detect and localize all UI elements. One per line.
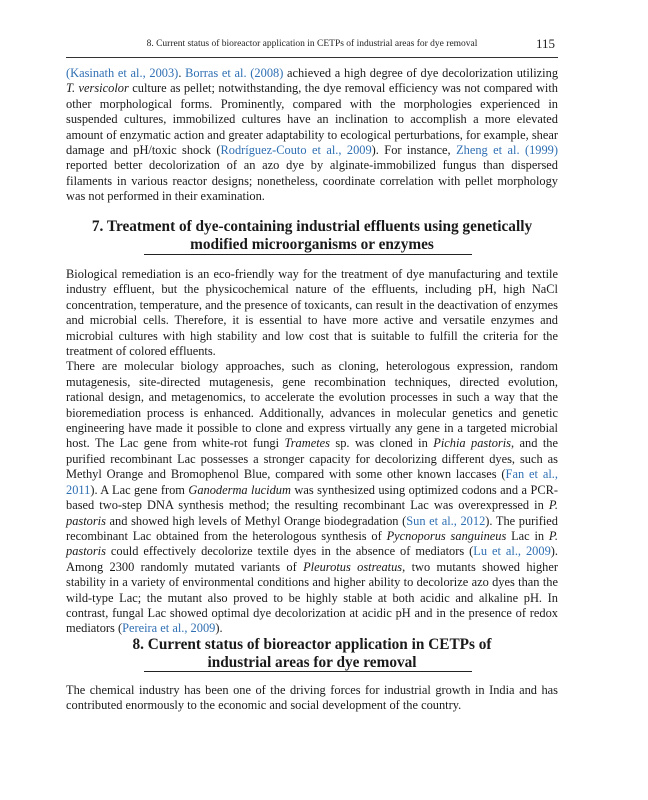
text-run: , and the purified recombinant Lac possesses a stronger capacity for decolorizing different dyes, such as Methyl Orange and Bromophenol Blue, compared with some other known laccases (: [66, 436, 558, 482]
page-number: 115: [535, 36, 555, 51]
body-text-section-8: [66, 683, 558, 714]
species-name: Pycnoporus sanguineus: [386, 528, 507, 543]
citation-link[interactable]: Sun et al., 2012: [406, 513, 486, 528]
paragraph-continuation: [66, 66, 558, 205]
text-run: reported better decolorization of an azo dye by alginate-immobilized fungus than dispersed filaments in various reactor designs; nonetheless, coordinate correlation with pellet morphology was not performed in their examination.: [66, 158, 558, 204]
section-heading-8: [66, 636, 558, 672]
citation-link[interactable]: Borras et al. (2008): [185, 66, 284, 80]
body-text-section-7: [66, 267, 558, 637]
heading-line: modified microorganisms or enzymes: [190, 236, 434, 253]
running-head: 8. Current status of bioreactor application in CETPs of industrial areas for dye removal: [146, 39, 478, 49]
paragraph: The chemical industry has been one of the driving forces for industrial growth in India and has contributed enormously to the economic and social development of the country.: [66, 683, 558, 713]
body-text-top: [66, 66, 558, 205]
species-name: Ganoderma lucidum: [188, 482, 291, 497]
citation-link[interactable]: Zheng et al. (1999): [456, 143, 558, 158]
section-heading-7: [66, 218, 558, 254]
header-rule: [66, 57, 558, 58]
citation-link[interactable]: Pereira et al., 2009: [122, 621, 216, 636]
citation-link[interactable]: Fan et al., 2011: [66, 467, 558, 497]
text-run: .: [178, 66, 186, 80]
text-run: ). Among 2300 randomly mutated variants of: [66, 544, 559, 574]
paragraph: Biological remediation is an eco-friendly way for the treatment of dye manufacturing and textile industry effluent, but the physicochemical nature of the effluents, including pH, high NaCl concentration, temperature, and the presence of toxicants, can result in the deactivation of enzymes and microbial cells. Therefore, it is essential to have more active and versatile enzymes and microbial cultures with high stability and low cost that is suitable to fulfill the criteria for the treatment of colored effluents.: [66, 267, 558, 359]
text-run: There are molecular biology approaches, such as cloning, heterologous expression, random mutagenesis, site-directed mutagenesis, gene recombination techniques, directed evolution, rational design, and metagenomics, to accelerate the evolution processes in such a way that the bioremediation process is enhanced. Additionally, advances in molecular genetics and genetic engineering have made it possible to clone and express virtually any gene in a targeted microbial host. The Lac gene from white-rot fungi: [66, 359, 558, 451]
heading-rule: [144, 671, 472, 672]
heading-line: industrial areas for dye removal: [207, 654, 417, 671]
heading-line: 8. Current status of bioreactor application in CETPs of: [132, 636, 492, 653]
text-run: was synthesized using optimized codons and a PCR-based two-step DNA synthesis method; the resulting recombinant Lac was overexpressed in: [66, 482, 558, 513]
citation-link[interactable]: Rodríguez-Couto et al., 2009: [220, 143, 372, 158]
text-run: Lac in: [506, 528, 549, 543]
text-run: , two mutants showed higher stability in a variety of environmental conditions and higher ability to decolorize azo dyes than the wild-type Lac; the mutant also proved to be highly stable at both acidic and alkaline pH. In contrast, fungal Lac showed optimal dye decolorization at acidic pH and in the presence of redox mediators (: [66, 559, 558, 636]
species-name: T. versicolor: [66, 81, 129, 96]
text-run: sp. was cloned in: [329, 436, 434, 451]
species-name: P. pastoris: [66, 528, 558, 559]
citation-link[interactable]: Lu et al., 2009: [473, 544, 551, 559]
text-run: ).: [215, 621, 223, 636]
species-name: P. pastoris: [66, 498, 558, 528]
heading-rule: [144, 254, 472, 255]
species-name: Pichia pastoris: [433, 436, 511, 451]
citation-link[interactable]: (Kasinath et al., 2003): [66, 66, 179, 80]
heading-line: 7. Treatment of dye-containing industrial effluents using genetically: [91, 218, 533, 235]
paragraph: [66, 359, 558, 636]
species-name: Pleurotus ostreatus: [303, 559, 403, 574]
text-run: achieved a high degree of dye decolorization utilizing: [283, 66, 559, 80]
text-run: ). For instance,: [371, 143, 457, 158]
species-name: Trametes: [284, 436, 330, 451]
text-run: and showed high levels of Methyl Orange biodegradation (: [105, 513, 407, 528]
text-run: ). The purified recombinant Lac obtained from the heterologous synthesis of: [66, 513, 558, 543]
text-run: culture as pellet; notwithstanding, the dye removal efficiency was not compared with other morphological forms. Prominently, compared with the morphologies experienced in suspended cultures, immobilized cultures have an inclination to accomplish a more elevated amount of enzymatic action and greater adaptability to ecological perturbations, for example, shear damage and pH/toxic shock (: [66, 81, 558, 158]
text-run: ). A Lac gene from: [90, 482, 189, 497]
text-run: could effectively decolorize textile dyes in the absence of mediators (: [105, 544, 474, 559]
